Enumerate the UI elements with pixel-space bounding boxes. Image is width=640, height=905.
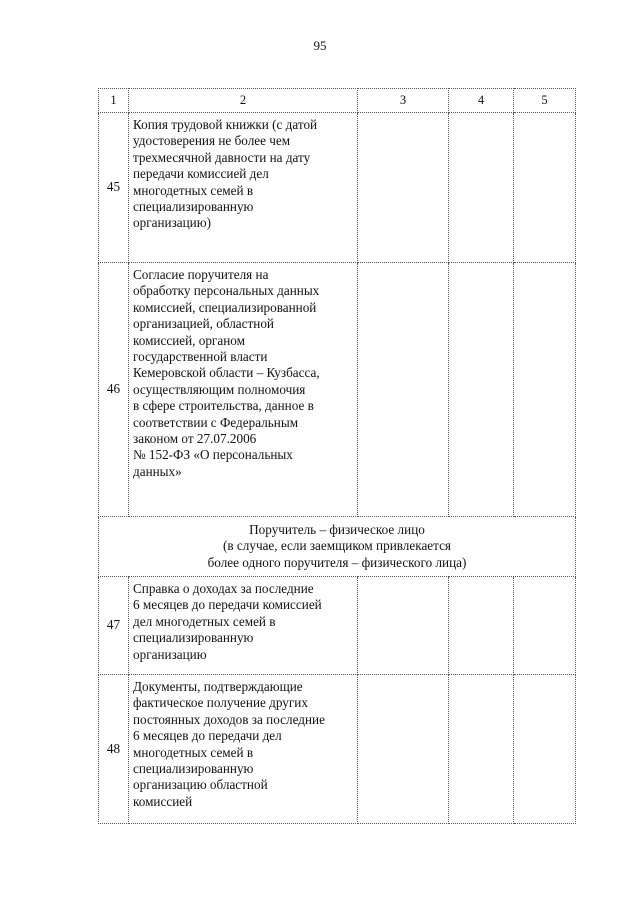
table-row <box>99 113 576 263</box>
empty-cell <box>449 675 514 824</box>
empty-cell <box>449 577 514 675</box>
empty-cell <box>358 113 449 263</box>
description-line: организацию <box>133 646 207 662</box>
row-description <box>129 263 358 517</box>
section-heading <box>99 517 576 577</box>
description-line: государственной власти <box>133 349 268 365</box>
description-line: организацией, областной <box>133 316 274 332</box>
section-row <box>99 517 576 577</box>
description-line: многодетных семей в <box>133 744 254 760</box>
page-number: 95 <box>313 38 327 53</box>
description-line: комиссией, специализированной <box>133 299 317 315</box>
column-header: 5 <box>514 89 576 113</box>
description-line: Копия трудовой книжки (с датой <box>133 117 318 132</box>
header-row <box>99 89 576 113</box>
empty-cell <box>358 577 449 675</box>
description-line: Документы, подтверждающие <box>133 679 303 694</box>
description-line: комиссией, органом <box>133 332 245 348</box>
row-number: 46 <box>99 263 129 517</box>
row-description <box>129 675 358 824</box>
row-description <box>129 577 358 675</box>
description-line: организацию областной <box>133 777 268 793</box>
description-line: данных» <box>133 463 182 479</box>
empty-cell <box>514 577 576 675</box>
description-line: дел многодетных семей в <box>133 613 276 629</box>
description-line: фактическое получение других <box>133 695 308 711</box>
empty-cell <box>358 675 449 824</box>
section-line: Поручитель – физическое лицо <box>249 521 425 537</box>
description-line: удостоверения не более чем <box>133 133 291 149</box>
description-line: специализированную <box>133 199 254 215</box>
document-table <box>98 88 576 824</box>
empty-cell <box>449 263 514 517</box>
description-line: комиссией <box>133 793 193 809</box>
description-line: передачи комиссией дел <box>133 166 269 182</box>
description-line: законом от 27.07.2006 <box>133 431 257 447</box>
row-number: 47 <box>99 577 129 675</box>
row-description <box>129 113 358 263</box>
empty-cell <box>514 263 576 517</box>
description-line: постоянных доходов за последние <box>133 711 325 727</box>
description-line: 6 месяцев до передачи дел <box>133 728 282 744</box>
empty-cell <box>514 113 576 263</box>
table-row <box>99 675 576 824</box>
empty-cell <box>514 675 576 824</box>
description-line: обработку персональных данных <box>133 283 320 299</box>
description-line: 6 месяцев до передачи комиссией <box>133 597 322 613</box>
empty-cell <box>449 113 514 263</box>
description-line: Кемеровской области – Кузбасса, <box>133 365 320 381</box>
description-line: трехмесячной давности на дату <box>133 149 311 165</box>
description-line: Справка о доходах за последние <box>133 581 314 596</box>
column-header: 1 <box>99 89 129 113</box>
row-number: 48 <box>99 675 129 824</box>
description-line: № 152-ФЗ «О персональных <box>133 447 293 463</box>
description-line: в сфере строительства, данное в <box>133 398 314 414</box>
description-line: соответствии с Федеральным <box>133 414 299 430</box>
column-header: 2 <box>129 89 358 113</box>
table-row <box>99 263 576 517</box>
column-header: 4 <box>449 89 514 113</box>
description-line: организацию) <box>133 215 211 231</box>
section-line: (в случае, если заемщиком привлекается <box>223 538 451 554</box>
column-header: 3 <box>358 89 449 113</box>
table-row <box>99 577 576 675</box>
description-line: специализированную <box>133 630 254 646</box>
row-number: 45 <box>99 113 129 263</box>
description-line: многодетных семей в <box>133 182 254 198</box>
description-line: специализированную <box>133 761 254 777</box>
empty-cell <box>358 263 449 517</box>
description-line: осуществляющим полномочия <box>133 381 306 397</box>
description-line: Согласие поручителя на <box>133 267 269 282</box>
section-line: более одного поручителя – физического лица) <box>207 554 467 570</box>
